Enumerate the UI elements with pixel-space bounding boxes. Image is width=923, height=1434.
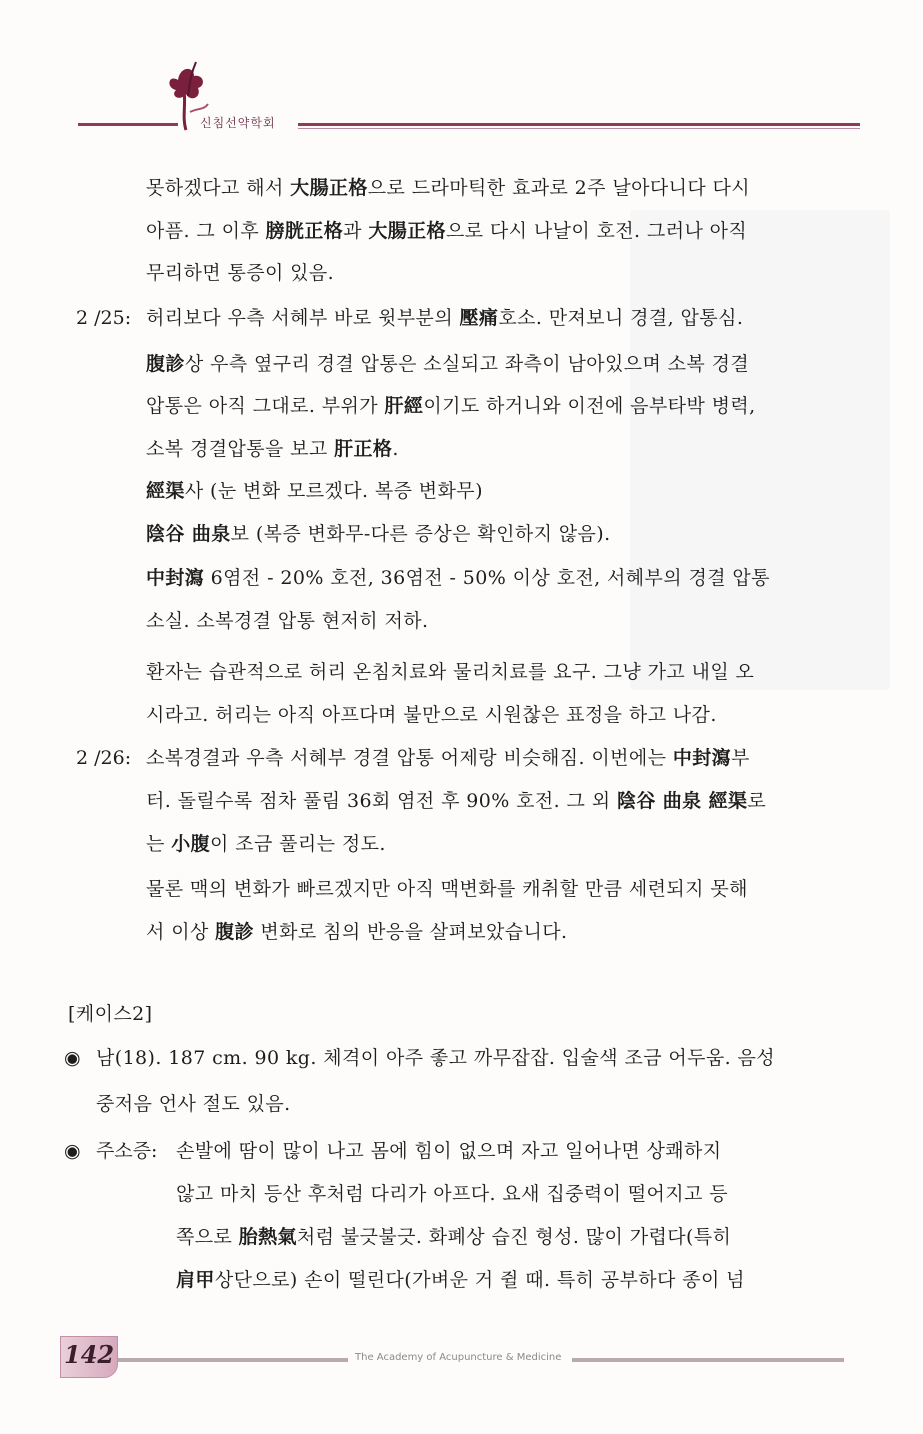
text-line: 무리하면 통증이 있음.	[146, 262, 335, 284]
date-label: 2 /26:	[76, 747, 132, 769]
text-line: 中封瀉 6염전 - 20% 호전, 36염전 - 50% 이상 호전, 서혜부의 경결 압통	[146, 567, 770, 589]
text-line: 중저음 언사 절도 있음.	[96, 1093, 291, 1115]
text-line: 않고 마치 등산 후처럼 다리가 아프다. 요새 집중력이 떨어지고 등	[176, 1183, 729, 1205]
text-line: 서 이상 腹診 변화로 침의 반응을 살펴보았습니다.	[146, 921, 568, 943]
text-line: 압통은 아직 그대로. 부위가 肝經이기도 하거니와 이전에 음부타박 병력,	[146, 395, 756, 417]
text-line: 소실. 소복경결 압통 현저히 저하.	[146, 610, 429, 632]
text-line: 남(18). 187 cm. 90 kg. 체격이 아주 좋고 까무잡잡. 입술색 조금 어두움. 음성	[96, 1047, 776, 1069]
bleed-through-shadow	[630, 210, 890, 690]
text-line: 환자는 습관적으로 허리 온침치료와 물리치료를 요구. 그냥 가고 내일 오	[146, 661, 755, 683]
society-name: 신침선약학회	[200, 116, 276, 130]
text-line: 아픔. 그 이후 膀胱正格과 大腸正格으로 다시 나날이 호전. 그러나 아직	[146, 220, 748, 242]
footer-rule-left	[118, 1358, 348, 1362]
header-rule	[78, 123, 860, 131]
text-line: 소복경결과 우측 서혜부 경결 압통 어제랑 비슷해짐. 이번에는 中封瀉부	[146, 747, 750, 769]
text-line: 經渠사 (눈 변화 모르겠다. 복증 변화무)	[146, 480, 483, 502]
text-line: 못하겠다고 해서 大腸正格으로 드라마틱한 효과로 2주 날아다니다 다시	[146, 177, 751, 199]
text-line: 腹診상 우측 옆구리 경결 압통은 소실되고 좌측이 남아있으며 소복 경결	[146, 353, 750, 375]
text-line: 肩甲상단으로) 손이 떨린다(가벼운 거 쥘 때. 특히 공부하다 종이 넘	[176, 1269, 745, 1291]
section-label: 주소증:	[96, 1140, 158, 1162]
text-line: 터. 돌릴수록 점차 풀림 36회 염전 후 90% 호전. 그 외 陰谷 曲泉 經渠로	[146, 790, 767, 812]
bullet-icon: ◉	[64, 1047, 81, 1069]
bullet-icon: ◉	[64, 1140, 81, 1162]
text-line: 물론 맥의 변화가 빠르겠지만 아직 맥변화를 캐취할 만큼 세련되지 못해	[146, 878, 748, 900]
page-footer	[0, 1330, 923, 1390]
text-line: 허리보다 우측 서혜부 바로 윗부분의 壓痛호소. 만져보니 경결, 압통심.	[146, 307, 744, 329]
page-number: 142	[64, 1340, 115, 1369]
text-line: 시라고. 허리는 아직 아프다며 불만으로 시원찮은 표정을 하고 나감.	[146, 704, 717, 726]
footer-rule-right	[572, 1358, 844, 1362]
case-heading: [케이스2]	[68, 1003, 153, 1025]
text-line: 는 小腹이 조금 풀리는 정도.	[146, 833, 386, 855]
page-header	[0, 40, 923, 140]
text-line: 쪽으로 胎熱氣처럼 불긋불긋. 화폐상 습진 형성. 많이 가렵다(특히	[176, 1226, 732, 1248]
date-label: 2 /25:	[76, 307, 132, 329]
text-line: 陰谷 曲泉보 (복증 변화무-다른 증상은 확인하지 않음).	[146, 523, 611, 545]
text-line: 소복 경결압통을 보고 肝正格.	[146, 438, 399, 460]
text-line: 손발에 땀이 많이 나고 몸에 힘이 없으며 자고 일어나면 상쾌하지	[176, 1140, 722, 1162]
journal-name: The Academy of Acupuncture & Medicine	[355, 1352, 562, 1363]
